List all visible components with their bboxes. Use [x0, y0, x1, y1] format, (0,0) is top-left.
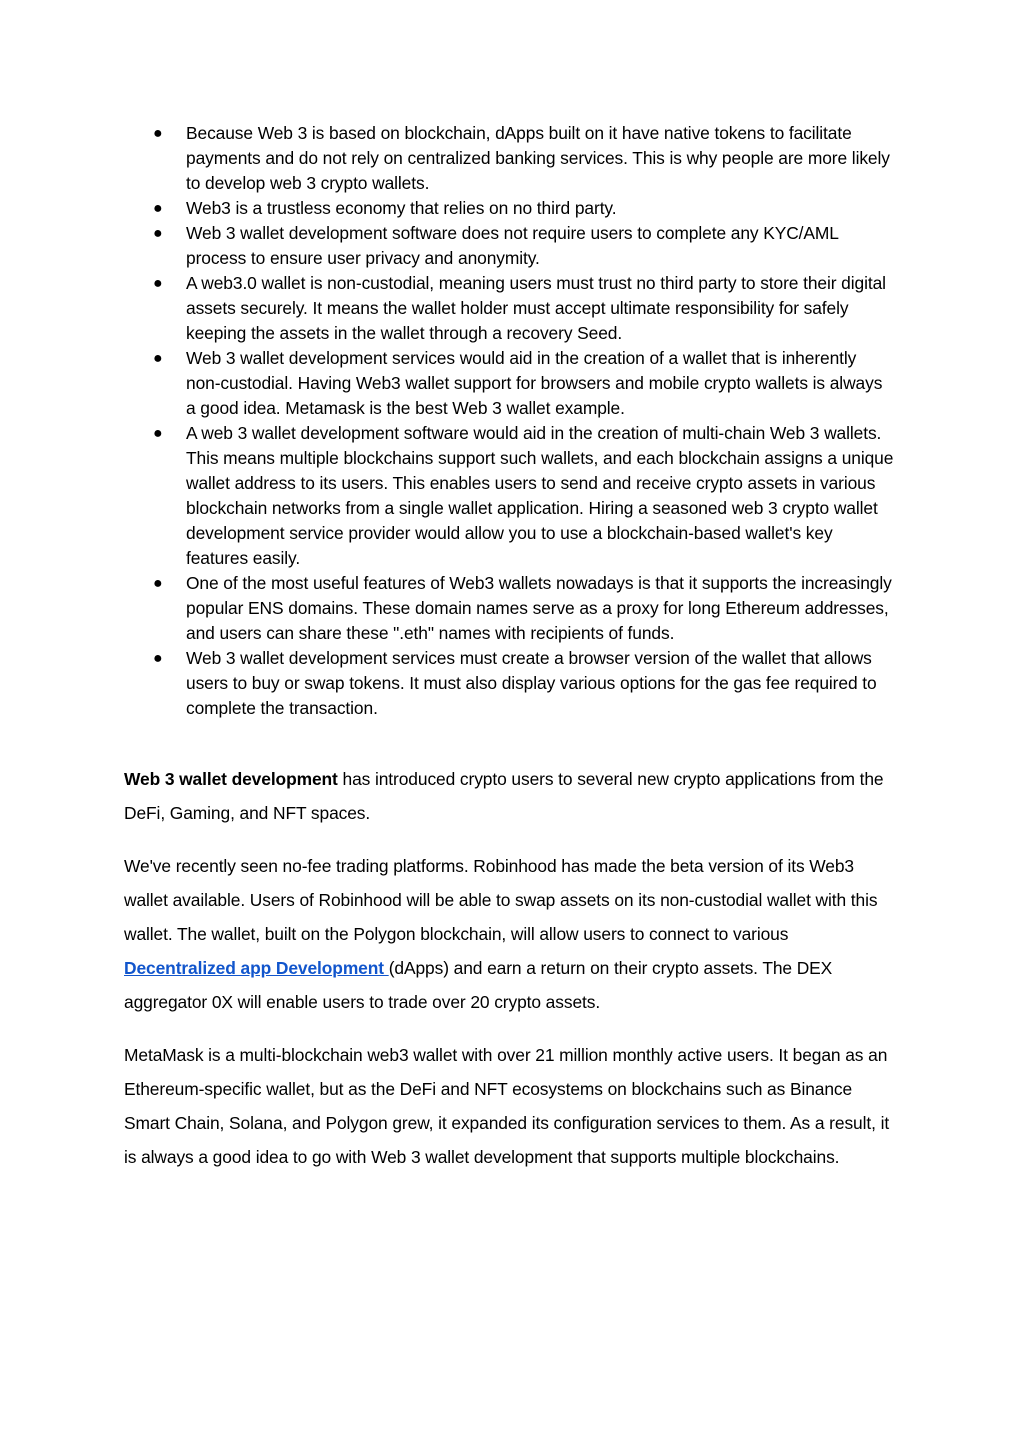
decentralized-app-development-link[interactable]: Decentralized app Development	[124, 958, 389, 978]
bullet-item	[124, 646, 894, 721]
bullet-text: Because Web 3 is based on blockchain, dApps built on it have native tokens to facilitate payments and do not rely on centralized banking services. This is why people are more likely to develop web 3 crypto wallets.	[186, 123, 890, 193]
paragraph-robinhood-text-after: (dApps) and earn a return on their crypto assets. The DEX aggregator 0X will enable users to trade over 20 crypto assets.	[124, 958, 833, 1012]
paragraph-robinhood-text-before: We've recently seen no-fee trading platforms. Robinhood has made the beta version of its Web3 wallet available. Users of Robinhood will be able to swap assets on its non-custodial wallet with this wallet. The wallet, built on the Polygon blockchain, will allow users to connect to various	[124, 856, 878, 944]
bullet-dot-icon: ●	[153, 425, 163, 442]
feature-bullet-list	[124, 121, 894, 721]
bullet-dot-icon: ●	[153, 575, 163, 592]
bullet-dot-icon: ●	[153, 350, 163, 367]
body-paragraphs	[124, 762, 894, 1193]
bullet-item	[124, 346, 894, 421]
paragraph-intro-text: has introduced crypto users to several new crypto applications from the DeFi, Gaming, and NFT spaces.	[124, 769, 884, 823]
paragraph-intro-bold: Web 3 wallet development	[124, 769, 338, 789]
bullet-text: One of the most useful features of Web3 wallets nowadays is that it supports the increasingly popular ENS domains. These domain names serve as a proxy for long Ethereum addresses, and users can share these ".eth" names with recipients of funds.	[186, 573, 892, 643]
bullet-item	[124, 221, 894, 271]
bullet-text: Web 3 wallet development software does not require users to complete any KYC/AML process to ensure user privacy and anonymity.	[186, 223, 839, 268]
bullet-dot-icon: ●	[153, 225, 163, 242]
bullet-item	[124, 121, 894, 196]
bullet-dot-icon: ●	[153, 275, 163, 292]
bullet-text: A web 3 wallet development software would aid in the creation of multi-chain Web 3 wallets. This means multiple blockchains support such wallets, and each blockchain assigns a unique wallet address to its users. This enables users to send and receive crypto assets in various blockchain networks from a single wallet application. Hiring a seasoned web 3 crypto wallet development service provider would allow you to use a blockchain-based wallet's key features easily.	[186, 423, 894, 568]
paragraph-metamask: MetaMask is a multi-blockchain web3 wallet with over 21 million monthly active users. It began as an Ethereum-specific wallet, but as the DeFi and NFT ecosystems on blockchains such as Binance Smart Chain, Solana, and Polygon grew, it expanded its configuration services to them. As a result, it is always a good idea to go with Web 3 wallet development that supports multiple blockchains.	[124, 1045, 890, 1167]
bullet-text: Web 3 wallet development services must create a browser version of the wallet that allows users to buy or swap tokens. It must also display various options for the gas fee required to complete the transaction.	[186, 648, 877, 718]
bullet-item	[124, 196, 894, 221]
bullet-text: A web3.0 wallet is non-custodial, meaning users must trust no third party to store their digital assets securely. It means the wallet holder must accept ultimate responsibility for safely keeping the assets in the wallet through a recovery Seed.	[186, 273, 886, 343]
bullet-item	[124, 421, 894, 571]
bullet-item	[124, 571, 894, 646]
bullet-dot-icon: ●	[153, 200, 163, 217]
bullet-text: Web3 is a trustless economy that relies on no third party.	[186, 198, 617, 218]
bullet-item	[124, 271, 894, 346]
paragraph-robinhood	[124, 849, 894, 1019]
bullet-dot-icon: ●	[153, 125, 163, 142]
bullet-dot-icon: ●	[153, 650, 163, 667]
paragraph-intro	[124, 762, 894, 830]
bullet-text: Web 3 wallet development services would aid in the creation of a wallet that is inherently non-custodial. Having Web3 wallet support for browsers and mobile crypto wallets is always a good idea. Metamask is the best Web 3 wallet example.	[186, 348, 883, 418]
